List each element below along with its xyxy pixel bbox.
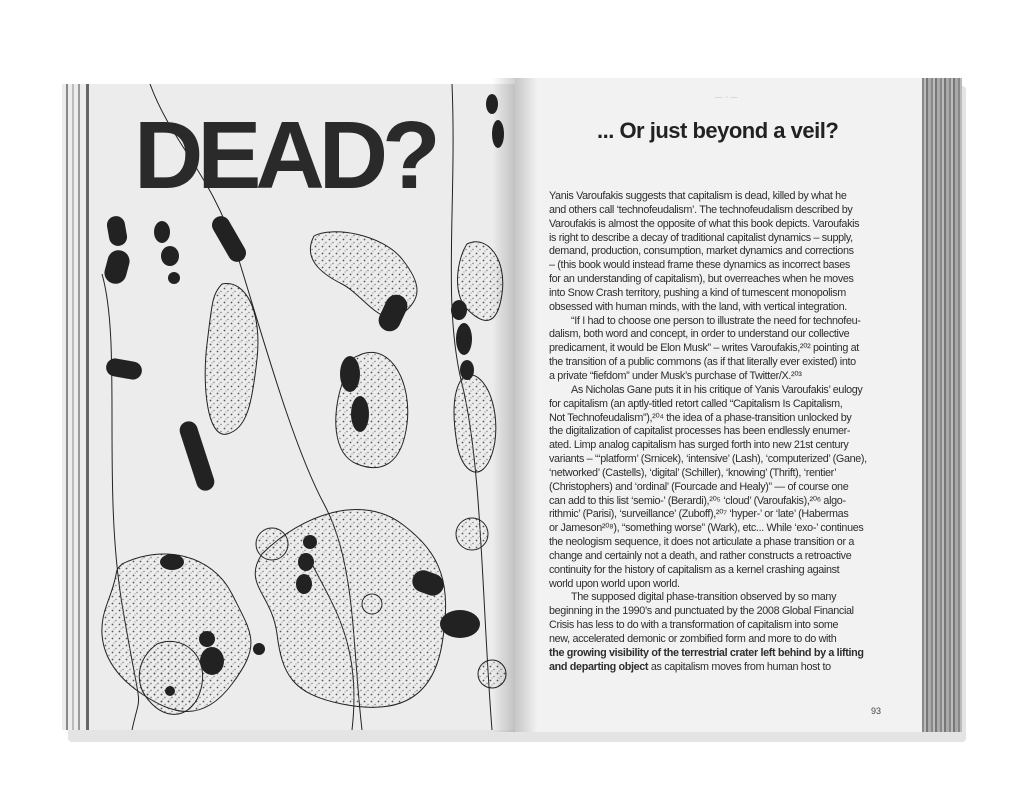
paragraph xyxy=(549,384,899,592)
open-book xyxy=(62,78,962,732)
paragraph xyxy=(549,190,899,315)
text-line: dalism, both word and concept, in order to understand our collective xyxy=(549,328,850,341)
chapter-heading: ... Or just beyond a veil? xyxy=(597,118,839,143)
text-span: as capitalism moves from human host to xyxy=(648,660,831,673)
page-number: 93 xyxy=(871,706,882,716)
text-line: change and certainly not a death, and rather constructs a retroactive xyxy=(549,549,852,562)
page-stack-edge xyxy=(922,78,962,732)
paragraph xyxy=(549,315,899,384)
text-line: obsessed with human minds, with the land, with vertical integration. xyxy=(549,300,847,313)
text-line: rithmic’ (Parisi), ‘surveillance’ (Zuboff),²⁰⁷ ‘hyper-’ or ‘late’ (Habermas xyxy=(549,508,849,521)
page-title: DEAD? xyxy=(134,102,435,209)
text-line: is right to describe a decay of traditional capitalist dynamics – supply, xyxy=(549,231,853,244)
book-gutter xyxy=(492,78,538,732)
text-line: or Jameson²⁰⁸), “something worse” (Wark), etc... While ‘exo-’ continues xyxy=(549,522,864,535)
text-line: for an understanding of capitalism), but overreaches when he moves xyxy=(549,273,854,286)
text-line: can add to this list ‘semio-’ (Berardi),²⁰⁵ ‘cloud’ (Varoufakis),²⁰⁶ algo- xyxy=(549,494,846,507)
text-line-bold: the growing visibility of the terrestrial crater left behind by a lifting xyxy=(549,646,864,659)
text-line: and others call ‘technofeudalism’. The technofeudalism described by xyxy=(549,203,853,216)
text-line: world upon world upon world. xyxy=(549,577,680,590)
paragraph xyxy=(549,591,899,674)
text-line: ated. Limp analog capitalism has surged forth into new 21st century xyxy=(549,439,849,452)
text-line: for capitalism (an aptly-titled retort called “Capitalism Is Capitalism, xyxy=(549,397,843,410)
text-line: variants – “‘platform’ (Srnicek), ‘intensive’ (Lash), ‘computerized’ (Gane), xyxy=(549,453,867,466)
text-line: continuity for the history of capitalism as a kernel crashing against xyxy=(549,563,840,576)
text-line: predicament, it would be Elon Musk” – writes Varoufakis,²⁰² pointing at xyxy=(549,342,859,355)
text-line: – (this book would instead frame these dynamics as incorrect bases xyxy=(549,259,850,272)
text-line: (Christophers) and ‘ordinal’ (Fourcade and Healy)” — of course one xyxy=(549,480,849,493)
text-bold-span: and departing object xyxy=(549,660,649,673)
text-line: the digitalization of capitalist processes has been endlessly enumer- xyxy=(549,425,851,438)
right-page xyxy=(515,78,962,732)
body-text xyxy=(549,190,899,675)
text-line: “If I had to choose one person to illustrate the need for technofeu- xyxy=(571,314,861,327)
running-header: — ·· — xyxy=(715,94,738,101)
text-line: a private “fiefdom” under Musk’s purchase of Twitter/X.²⁰³ xyxy=(549,369,802,382)
text-line: Varoufakis is almost the opposite of what this book depicts. Varoufakis xyxy=(549,217,860,230)
text-line: The supposed digital phase-transition observed by so many xyxy=(571,591,837,604)
text-line: Not Technofeudalism”),²⁰⁴ the idea of a phase-transition unlocked by xyxy=(549,411,852,424)
text-line: the neologism sequence, it does not articulate a phase transition or a xyxy=(549,536,855,549)
text-line: beginning in the 1990’s and punctuated by the 2008 Global Financial xyxy=(549,605,854,618)
text-line: into Snow Crash territory, pushing a kind of tumescent monopolism xyxy=(549,286,846,299)
text-line: Yanis Varoufakis suggests that capitalism is dead, killed by what he xyxy=(549,190,847,202)
text-line: ‘networked’ (Castells), ‘digital’ (Schiller), ‘knowing’ (Thrift), ‘rentier’ xyxy=(549,466,837,479)
text-line: the transition of a public commons (as if that literally ever existed) into xyxy=(549,356,856,369)
text-line: demand, production, consumption, market dynamics and corrections xyxy=(549,245,854,258)
left-page xyxy=(62,84,515,730)
text-line: Crisis has less to do with a transformation of capitalism into some xyxy=(549,619,839,632)
text-line: As Nicholas Gane puts it in his critique of Yanis Varoufakis’ eulogy xyxy=(571,383,863,396)
text-line: new, accelerated demonic or zombified form and more to do with xyxy=(549,633,837,645)
